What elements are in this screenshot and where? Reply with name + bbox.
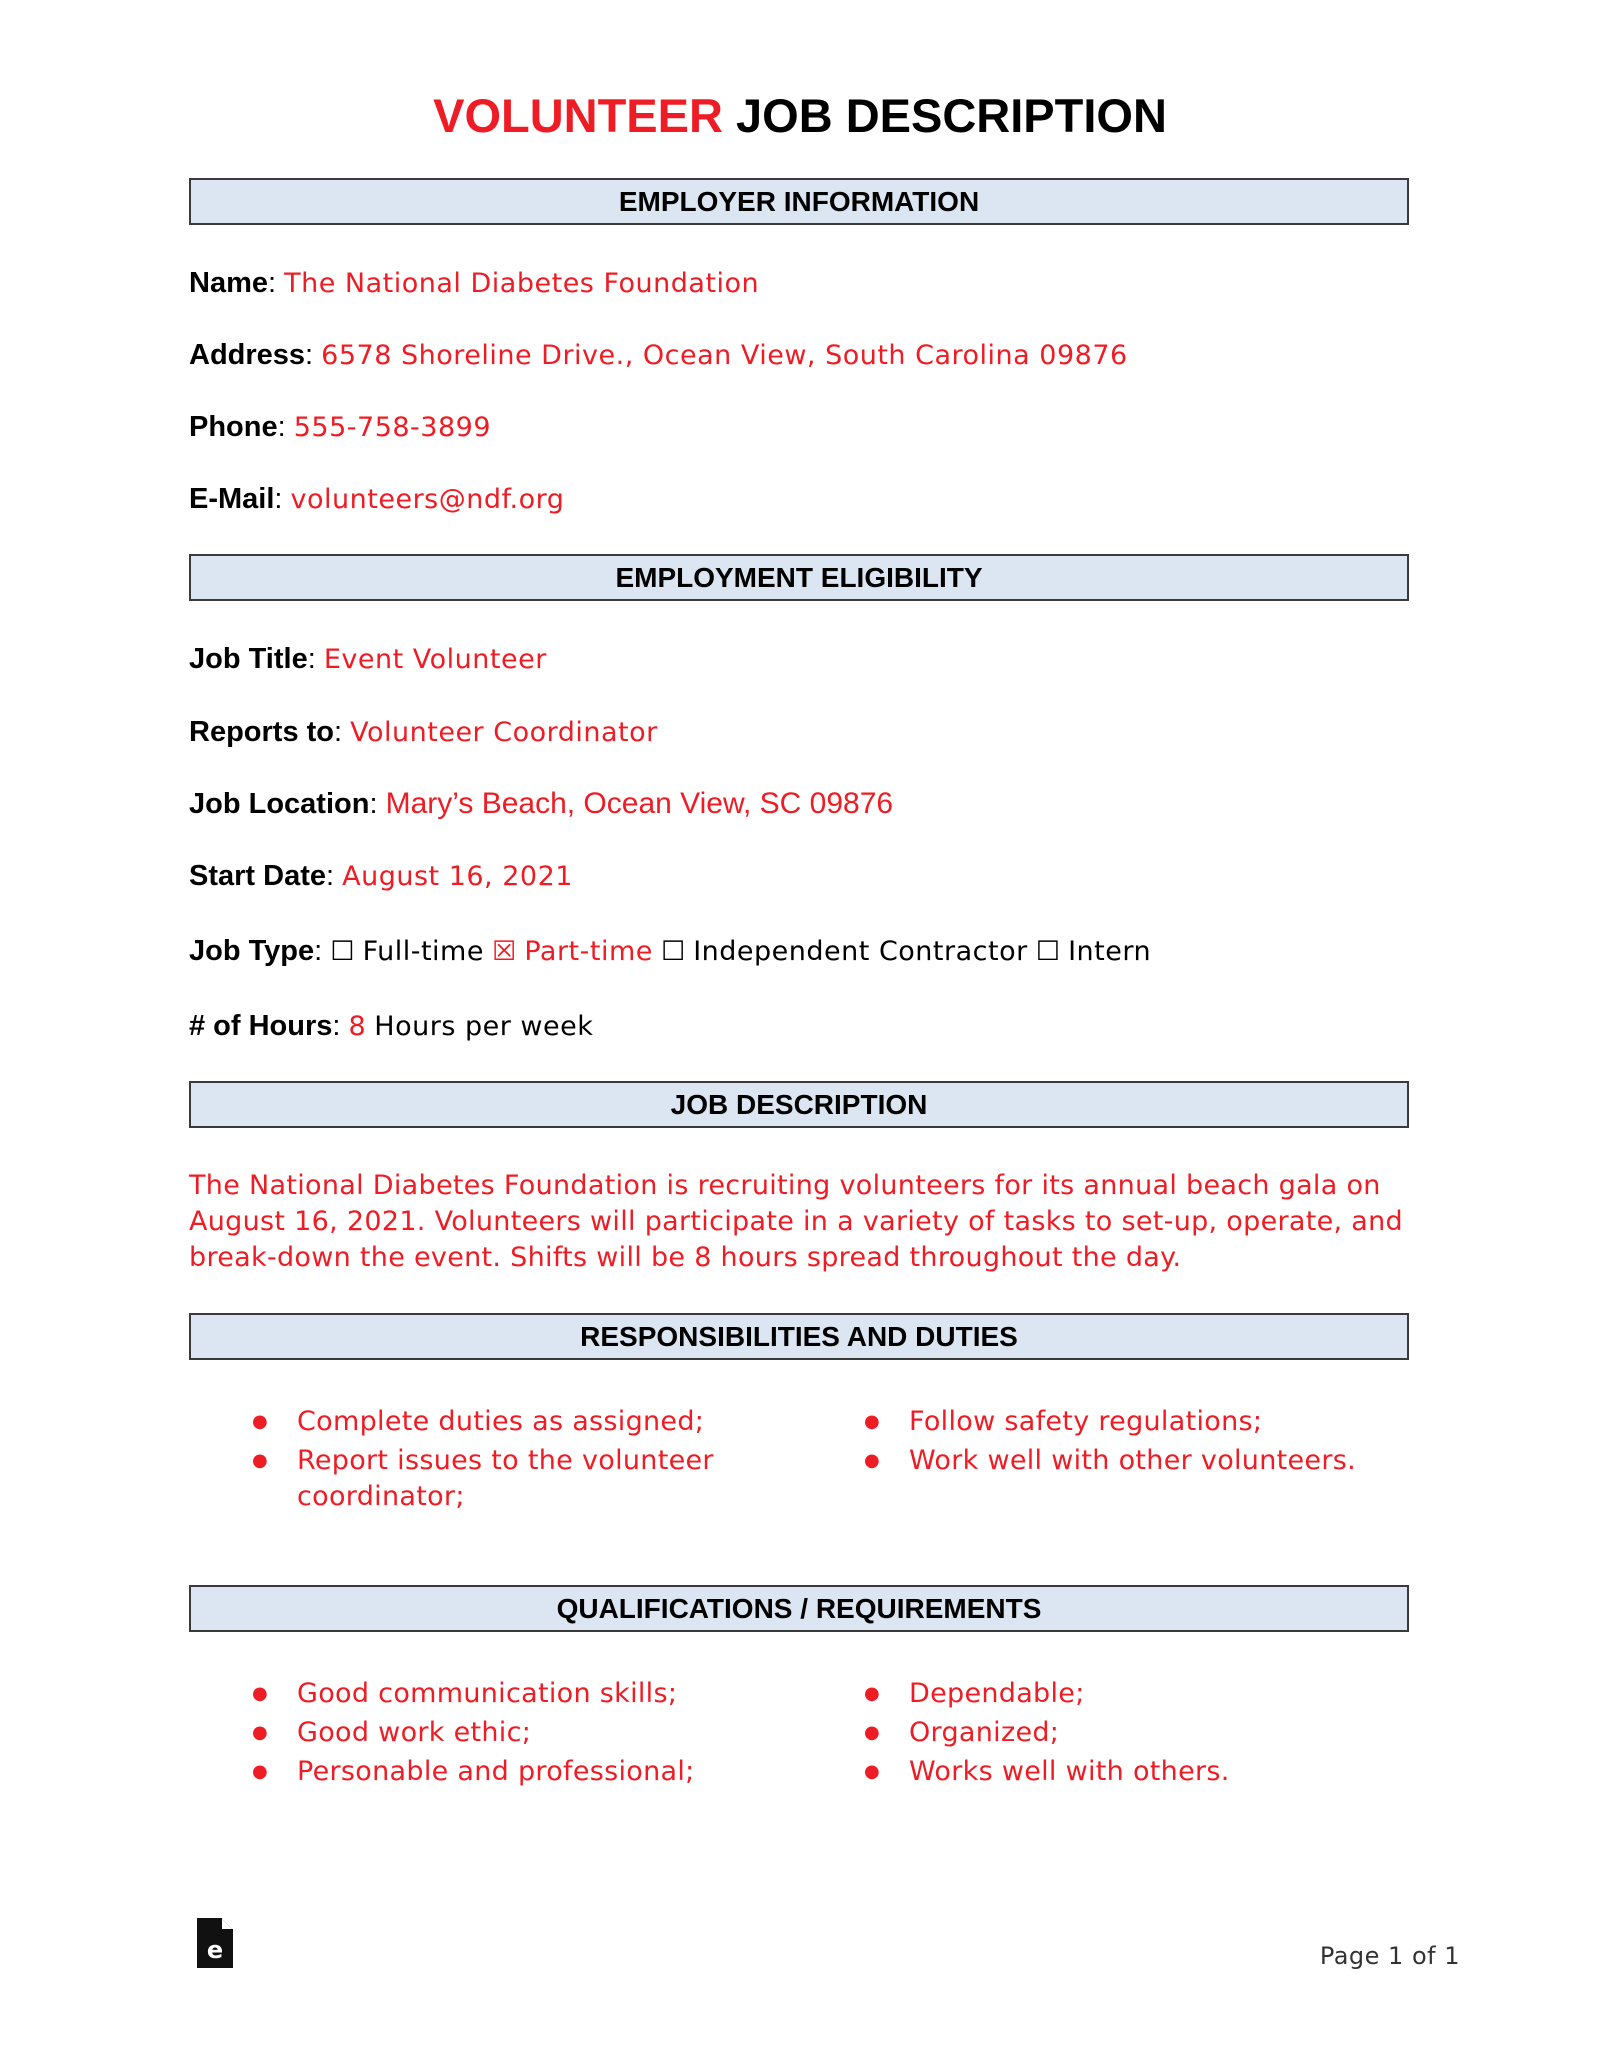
list-item[interactable]: ● Good communication skills; xyxy=(250,1676,790,1712)
field-value[interactable]: Volunteer Coordinator xyxy=(350,717,658,748)
svg-text:e: e xyxy=(206,1936,224,1964)
field-value[interactable]: The National Diabetes Foundation xyxy=(284,268,760,299)
eforms-logo-icon xyxy=(197,1918,233,1968)
field-job-title: Job Title: Event Volunteer xyxy=(189,643,547,675)
list-item[interactable]: ● Dependable; xyxy=(862,1676,1402,1712)
checkbox-unchecked-icon[interactable]: ☐ xyxy=(1035,936,1060,967)
field-value[interactable]: August 16, 2021 xyxy=(342,861,573,892)
list-item[interactable]: ● Work well with other volunteers. xyxy=(862,1443,1402,1479)
option-full-time[interactable]: ☐ Full-time xyxy=(330,936,484,967)
checkbox-unchecked-icon[interactable]: ☐ xyxy=(660,936,686,967)
field-label: # of Hours xyxy=(189,1010,333,1042)
qualifications-list-right xyxy=(862,1676,1402,1793)
field-name: Name: The National Diabetes Foundation xyxy=(189,267,760,299)
field-phone: Phone: 555-758-3899 xyxy=(189,411,492,443)
page-number: Page 1 of 1 xyxy=(1319,1942,1460,1970)
field-value[interactable]: Mary’s Beach, Ocean View, SC 09876 xyxy=(385,787,894,820)
section-header-description: JOB DESCRIPTION xyxy=(189,1081,1409,1128)
field-label: Address xyxy=(189,339,306,371)
section-header-employer: EMPLOYER INFORMATION xyxy=(189,178,1409,225)
checkbox-unchecked-icon[interactable]: ☐ xyxy=(330,936,355,967)
field-label: Job Title xyxy=(189,643,308,675)
duties-list-right xyxy=(862,1404,1402,1482)
field-reports-to: Reports to: Volunteer Coordinator xyxy=(189,716,658,748)
list-item[interactable]: ● Works well with others. xyxy=(862,1754,1402,1790)
option-intern[interactable]: ☐ Intern xyxy=(1035,936,1152,967)
list-item[interactable]: ● Organized; xyxy=(862,1715,1402,1751)
hours-suffix: Hours per week xyxy=(374,1011,594,1042)
field-label: Start Date xyxy=(189,860,326,892)
field-label: Phone xyxy=(189,411,278,443)
field-label: Job Location xyxy=(189,788,370,820)
qualifications-list-left xyxy=(250,1676,790,1793)
field-label: Name xyxy=(189,267,268,299)
section-header-eligibility: EMPLOYMENT ELIGIBILITY xyxy=(189,554,1409,601)
list-item[interactable]: ● Report issues to the volunteer coordinator; xyxy=(250,1443,730,1515)
field-start-date: Start Date: August 16, 2021 xyxy=(189,860,573,892)
option-independent-contractor[interactable]: ☐ Independent Contractor xyxy=(660,936,1028,967)
field-value[interactable]: 555-758-3899 xyxy=(293,412,492,443)
field-value[interactable]: volunteers@ndf.org xyxy=(290,484,565,515)
field-hours: # of Hours: 8 Hours per week xyxy=(189,1010,594,1042)
field-job-type: Job Type: ☐ Full-time ☒ Part-time ☐ Independent Contractor ☐ Intern xyxy=(189,935,1152,967)
field-label: Reports to xyxy=(189,716,334,748)
field-email: E-Mail: volunteers@ndf.org xyxy=(189,483,565,515)
list-item[interactable]: ● Complete duties as assigned; xyxy=(250,1404,730,1440)
field-job-location: Job Location: Mary’s Beach, Ocean View, SC 09876 xyxy=(189,787,894,820)
job-description-text[interactable]: The National Diabetes Foundation is recruiting volunteers for its annual beach gala on August 16, 2021. Volunteers will participate in a variety of tasks to set-up, operate, and break-down the event. Shifts will be 8 hours spread throughout the day. xyxy=(189,1170,1403,1273)
list-item[interactable]: ● Personable and professional; xyxy=(250,1754,790,1790)
title-rest: JOB DESCRIPTION xyxy=(722,89,1167,142)
list-item[interactable]: ● Follow safety regulations; xyxy=(862,1404,1402,1440)
field-label: E-Mail xyxy=(189,483,275,515)
field-label: Job Type xyxy=(189,935,315,967)
section-header-qualifications: QUALIFICATIONS / REQUIREMENTS xyxy=(189,1585,1409,1632)
field-value[interactable]: 6578 Shoreline Drive., Ocean View, South Carolina 09876 xyxy=(321,340,1128,371)
page-title xyxy=(0,84,1600,148)
checkbox-checked-icon[interactable]: ☒ xyxy=(492,936,517,967)
field-address: Address: 6578 Shoreline Drive., Ocean View, South Carolina 09876 xyxy=(189,339,1128,371)
field-value[interactable]: 8 xyxy=(348,1011,367,1042)
option-part-time[interactable]: ☒ Part-time xyxy=(492,936,653,967)
section-header-duties: RESPONSIBILITIES AND DUTIES xyxy=(189,1313,1409,1360)
list-item[interactable]: ● Good work ethic; xyxy=(250,1715,790,1751)
duties-list-left xyxy=(250,1404,730,1518)
title-accent: VOLUNTEER xyxy=(433,89,723,142)
field-value[interactable]: Event Volunteer xyxy=(323,644,547,675)
